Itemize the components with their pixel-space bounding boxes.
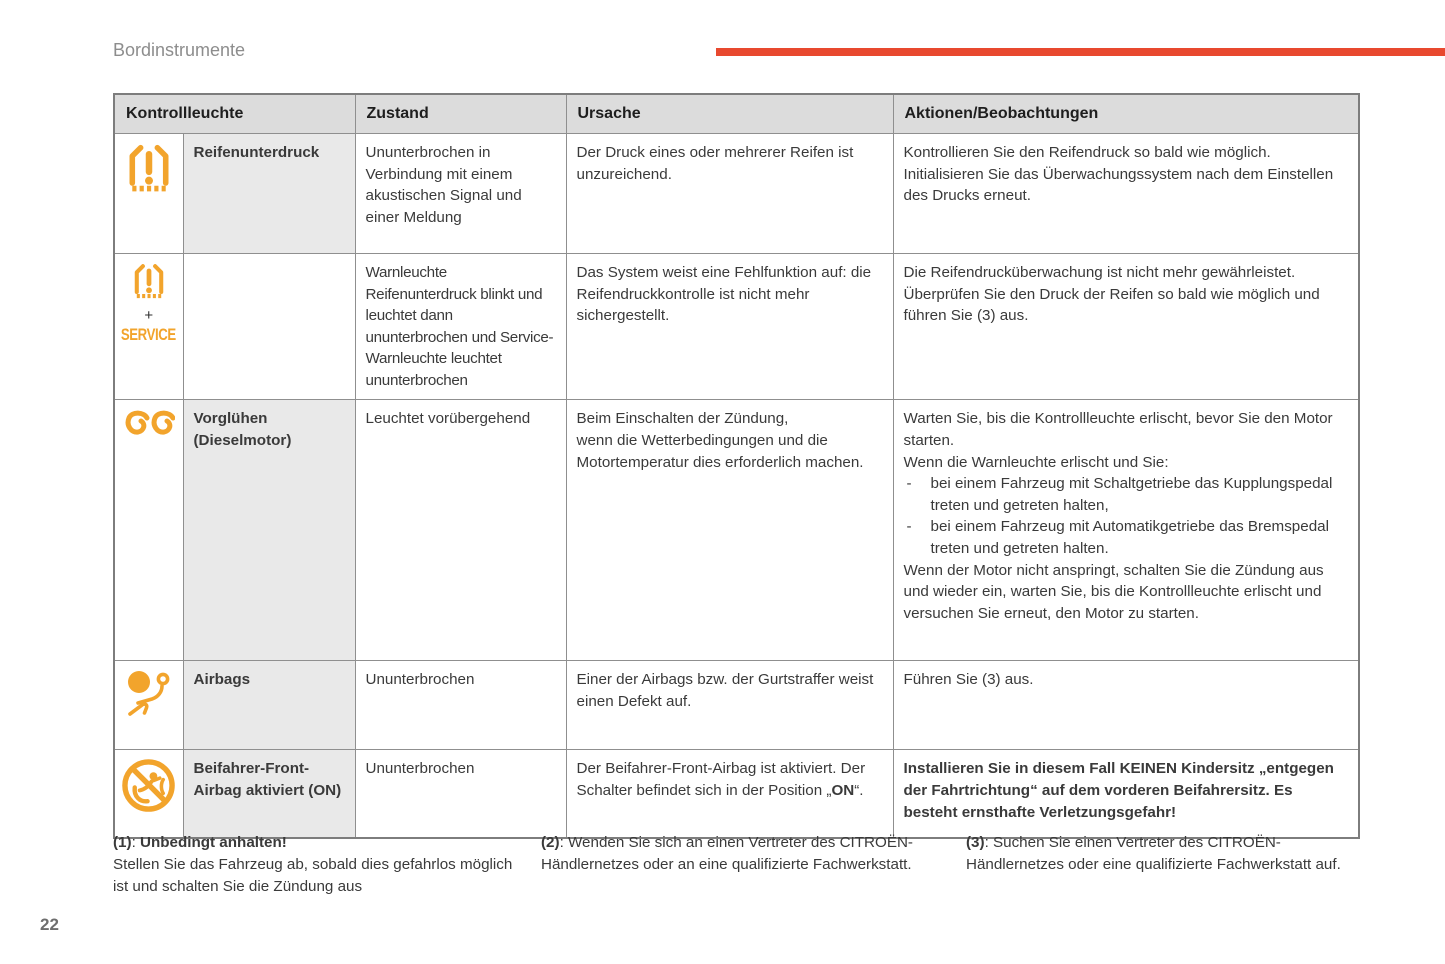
footnote-3 bbox=[966, 832, 1366, 876]
tyre-pressure-warning-icon bbox=[125, 142, 173, 198]
column-header-zustand: Zustand bbox=[355, 94, 566, 134]
text-line: Das System weist eine Fehlfunktion auf: die Reifendruckkontrolle ist nicht mehr sichergestellt. bbox=[576, 264, 872, 325]
table-header-row bbox=[114, 94, 1359, 134]
actions-cell bbox=[893, 400, 1359, 661]
page-number: 22 bbox=[40, 915, 59, 934]
text-line: Wenn die Warnleuchte erlischt und Sie: bbox=[903, 453, 1169, 471]
indicator-cell bbox=[114, 254, 183, 400]
text-line: Führen Sie (3) aus. bbox=[903, 671, 1034, 689]
text-line: Wenn der Motor nicht anspringt, schalten Sie die Zündung aus und wieder ein, warten Sie, bis die Kontrollleuchte erlischt und versuchen Sie erneut, den Motor zu starten. bbox=[903, 561, 1324, 622]
indicator-name-cell bbox=[183, 254, 355, 400]
text-line: Die Reifendrucküberwachung ist nicht mehr gewährleistet. Überprüfen Sie den Druck der Reifen so bald wie möglich und führen Sie (3) aus. bbox=[903, 264, 1320, 325]
cause-cell bbox=[566, 254, 893, 400]
indicator-name-cell: Reifenunterdruck bbox=[183, 134, 355, 254]
text-line: Der Druck eines oder mehrerer Reifen ist unzureichend. bbox=[576, 144, 854, 183]
text-line: Installieren Sie in diesem Fall KEINEN Kindersitz „entgegen der Fahrtrichtung“ auf dem vorderen Beifahrersitz. Es besteht ernsthafte Verletzungsgefahr! bbox=[903, 760, 1334, 821]
passenger-airbag-on-icon bbox=[125, 758, 173, 813]
actions-cell bbox=[893, 134, 1359, 254]
text-line: Stellen Sie das Fahrzeug ab, sobald dies gefahrlos möglich ist und schalten Sie die Zündung aus bbox=[113, 856, 513, 896]
indicator-name-cell: Airbags bbox=[183, 661, 355, 750]
text-line: Kontrollieren Sie den Reifendruck so bald wie möglich. Initialisieren Sie das Überwachungssystem nach dem Einstellen des Drucks erneut. bbox=[903, 144, 1334, 205]
text-line: Warten Sie, bis die Kontrollleuchte erlischt, bevor Sie den Motor starten. bbox=[903, 410, 1333, 450]
cause-cell bbox=[566, 661, 893, 750]
indicator-cell bbox=[114, 400, 183, 661]
cause-cell bbox=[566, 400, 893, 661]
state-cell: Ununterbrochen in Verbindung mit einem akustischen Signal und einer Meldung bbox=[355, 134, 566, 254]
actions-cell bbox=[893, 750, 1359, 838]
text-line: Einer der Airbags bzw. der Gurtstraffer weist einen Defekt auf. bbox=[576, 671, 874, 711]
warning-lights-table bbox=[113, 93, 1360, 839]
airbag-warning-icon bbox=[125, 669, 173, 719]
column-header-aktionen: Aktionen/Beobachtungen bbox=[893, 94, 1359, 134]
table-row bbox=[114, 750, 1359, 838]
tyre-pressure-service-icon bbox=[121, 262, 177, 345]
text-line: - bei einem Fahrzeug mit Schaltgetriebe das Kupplungspedal treten und getreten halten, bbox=[904, 473, 1349, 516]
table-row bbox=[114, 661, 1359, 750]
column-header-ursache: Ursache bbox=[566, 94, 893, 134]
text-line: (3): Suchen Sie einen Vertreter des CITROËN-Händlernetzes oder eine qualifizierte Fachwerkstatt auf. bbox=[966, 834, 1341, 874]
text-line: (1): Unbedingt anhalten! bbox=[113, 834, 287, 851]
table-row bbox=[114, 254, 1359, 400]
state-cell: Ununterbrochen bbox=[355, 750, 566, 838]
service-label: SERVICE bbox=[121, 326, 177, 344]
plus-sign: + bbox=[144, 307, 154, 324]
text-line: (2): Wenden Sie sich an einen Vertreter des CITROËN-Händlernetzes oder an eine qualifizierte Fachwerkstatt. bbox=[541, 834, 913, 874]
table-row bbox=[114, 400, 1359, 661]
indicator-name-cell: Beifahrer-Front-Airbag aktiviert (ON) bbox=[183, 750, 355, 838]
text-line: Beim Einschalten der Zündung, bbox=[576, 410, 789, 428]
text-line: - bei einem Fahrzeug mit Automatikgetriebe das Bremspedal treten und getreten halten. bbox=[904, 516, 1349, 559]
text-line: wenn die Wetterbedingungen und die Motortemperatur dies erforderlich machen. bbox=[576, 432, 864, 471]
page-header-title: Bordinstrumente bbox=[113, 40, 246, 60]
indicator-cell bbox=[114, 750, 183, 838]
indicator-cell bbox=[114, 134, 183, 254]
actions-cell bbox=[893, 661, 1359, 750]
state-cell: Leuchtet vorübergehend bbox=[355, 400, 566, 661]
glow-plug-icon bbox=[125, 408, 173, 444]
footnote-2 bbox=[541, 832, 961, 876]
accent-bar bbox=[716, 48, 1445, 56]
text-line: Der Beifahrer-Front-Airbag ist aktiviert. Der Schalter befindet sich in der Position „ON“. bbox=[576, 760, 866, 800]
state-cell: Warnleuchte Reifenunterdruck blinkt und leuchtet dann ununterbrochen und Service-Warnleuchte leuchtet ununterbrochen bbox=[355, 254, 566, 400]
footnote-1 bbox=[113, 832, 521, 898]
indicator-name-cell: Vorglühen (Dieselmotor) bbox=[183, 400, 355, 661]
cause-cell bbox=[566, 134, 893, 254]
column-header-kontrollleuchte: Kontrollleuchte bbox=[114, 94, 355, 134]
table-row bbox=[114, 134, 1359, 254]
state-cell: Ununterbrochen bbox=[355, 661, 566, 750]
indicator-cell bbox=[114, 661, 183, 750]
actions-cell bbox=[893, 254, 1359, 400]
cause-cell bbox=[566, 750, 893, 838]
